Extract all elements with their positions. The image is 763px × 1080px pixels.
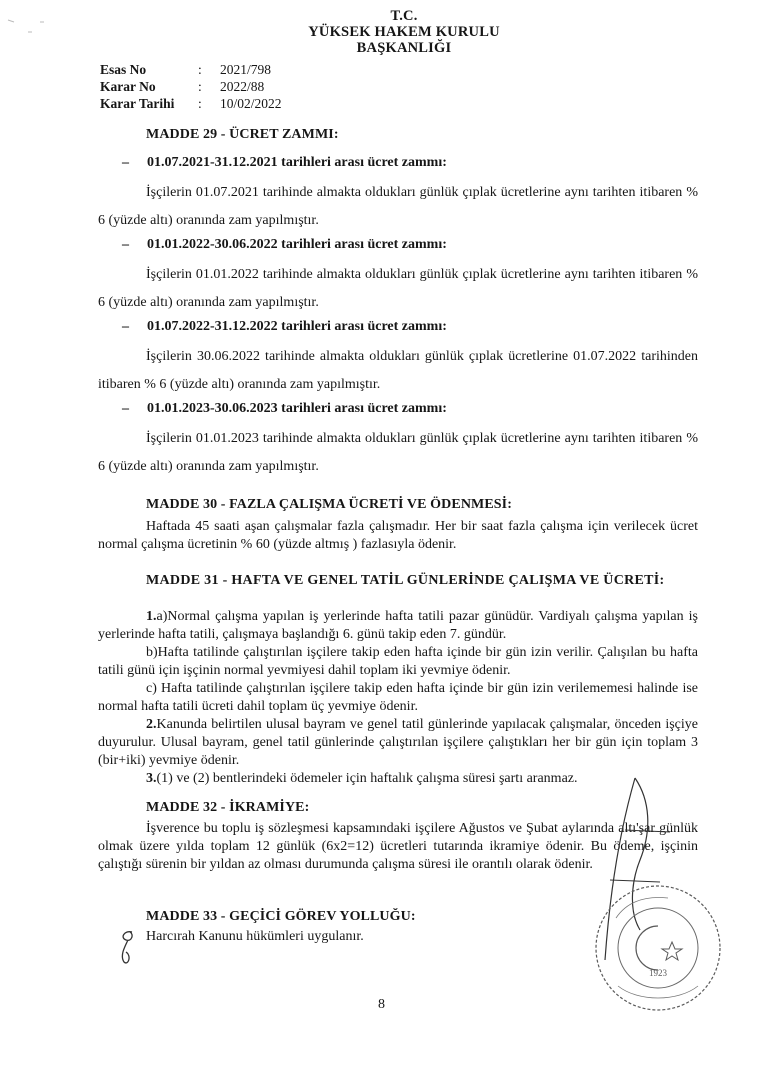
item-heading-text: 01.01.2022-30.06.2022 tarihleri arası ücret zammı: — [147, 237, 447, 252]
madde-29-item-1-text: İşçilerin 01.07.2021 tarihinde almakta oldukları günlük çıplak ücretlerine aynı tarihten itibaren % 6 (yüzde altı) oranında zam yapılmıştır. — [98, 185, 698, 228]
meta-separator: : — [198, 79, 202, 94]
paragraph-text: Kanunda belirtilen ulusal bayram ve genel tatil günlerinde yapılacak çalışmalar, önceden işçiye duyurulur. Ulusal bayram, genel tatil günlerinde çalıştırılan işçilere çalıştıkları her bir gün için toplam 3 (bir+iki) yevmiye ödenir. — [98, 717, 698, 768]
madde-33-title: MADDE 33 - GEÇİCİ GÖREV YOLLUĞU: — [146, 909, 416, 924]
madde-29-item-3-text: İşçilerin 30.06.2022 tarihinde almakta oldukları günlük çıplak ücretlerine 01.07.2022 tarihinden itibaren % 6 (yüzde altı) oranında zam yapılmıştır. — [98, 349, 698, 392]
meta-row-karar-tarihi — [100, 95, 282, 112]
meta-label: Karar No — [100, 79, 156, 94]
madde-31-paragraph-2 — [98, 716, 698, 770]
meta-row-karar — [100, 78, 282, 95]
madde-31-paragraph-1b: b)Hafta tatilinde çalıştırılan işçilere takip eden hafta içinde bir gün izin verilir. Çalışılan bu hafta tatili günü için işçinin normal yevmiyesi dahil toplam iki yevmiye ödenir. — [98, 645, 698, 678]
madde-29-item-1-heading: – 01.07.2021-31.12.2021 tarihleri arası ücret zammı: — [122, 155, 447, 170]
madde-31-paragraph-1c: c) Hafta tatilinde çalıştırılan işçilere takip eden hafta içinde bir gün izin verilememesi halinde ise normal hafta tatili ücreti dahil toplam üç yevmiye ödenir. — [98, 681, 698, 714]
handwritten-initial — [114, 926, 144, 966]
paragraph-number: 1. — [146, 609, 157, 624]
madde-31-title: MADDE 31 - HAFTA VE GENEL TATİL GÜNLERİNDE ÇALIŞMA VE ÜCRETİ: — [146, 573, 665, 588]
item-heading-text: 01.01.2023-30.06.2023 tarihleri arası ücret zammı: — [147, 401, 447, 416]
header-line-tc: T.C. — [390, 8, 418, 24]
header-line-institution: YÜKSEK HAKEM KURULU — [308, 24, 500, 40]
madde-31-body — [98, 608, 698, 788]
madde-31-paragraph-1a — [98, 608, 698, 644]
madde-29-item-4-heading: – 01.01.2023-30.06.2023 tarihleri arası ücret zammı: — [122, 401, 447, 416]
paragraph-text: a)Normal çalışma yapılan iş yerlerinde hafta tatili pazar günüdür. Vardiyalı çalışma yapılan iş yerlerinde hafta tatili, çalışmaya başlandığı 6. günü takip eden 7. gündür. — [98, 609, 698, 642]
madde-32-text: İşverence bu toplu iş sözleşmesi kapsamındaki işçilere Ağustos ve Şubat aylarında altı'şar günlük olmak üzere yılda toplam 12 günlük (6x2=12) ücretleri tutarında ikramiye ödenir. Bu ödeme, işçinin çalıştığı sürenin bir yıldan az olması durumunda çalışma süresi ile orantılı olarak ödenir. — [98, 821, 698, 872]
madde-29-item-4-text: İşçilerin 01.01.2023 tarihinde almakta oldukları günlük çıplak ücretlerine aynı tarihten itibaren % 6 (yüzde altı) oranında zam yapılmıştır. — [98, 431, 698, 474]
paragraph-number: 3. — [146, 771, 157, 786]
madde-29-item-2-text: İşçilerin 01.01.2022 tarihinde almakta oldukları günlük çıplak ücretlerine aynı tarihten itibaren % 6 (yüzde altı) oranında zam yapılmıştır. — [98, 267, 698, 310]
meta-row-esas — [100, 61, 282, 78]
madde-33-text: Harcırah Kanunu hükümleri uygulanır. — [146, 929, 364, 944]
meta-separator: : — [198, 96, 202, 111]
meta-value: 2021/798 — [220, 62, 272, 77]
meta-value: 2022/88 — [220, 79, 265, 94]
case-metadata — [100, 61, 282, 112]
madde-29-item-3-heading: – 01.07.2022-31.12.2022 tarihleri arası ücret zammı: — [122, 319, 447, 334]
meta-separator: : — [198, 62, 202, 77]
madde-30-title: MADDE 30 - FAZLA ÇALIŞMA ÜCRETİ VE ÖDENMESİ: — [146, 497, 512, 512]
madde-30-text: Haftada 45 saati aşan çalışmalar fazla çalışmadır. Her bir saat fazla çalışma için verilecek ücret normal çalışma ücretinin % 60 (yüzde altmış ) fazlasıyla ödenir. — [98, 519, 698, 552]
meta-label: Esas No — [100, 62, 147, 77]
madde-30-body — [98, 518, 698, 554]
document-header — [0, 8, 763, 56]
header-line-presidency: BAŞKANLIĞI — [356, 40, 452, 56]
svg-text:1923: 1923 — [649, 968, 667, 978]
meta-value: 10/02/2022 — [220, 96, 282, 111]
paragraph-number: 2. — [146, 717, 157, 732]
item-heading-text: 01.07.2021-31.12.2021 tarihleri arası ücret zammı: — [147, 155, 447, 170]
madde-29-title: MADDE 29 - ÜCRET ZAMMI: — [146, 127, 339, 142]
madde-29-item-2-heading: – 01.01.2022-30.06.2022 tarihleri arası ücret zammı: — [122, 237, 447, 252]
meta-label: Karar Tarihi — [100, 96, 175, 111]
madde-32-title: MADDE 32 - İKRAMİYE: — [146, 800, 310, 815]
page-number: 8 — [378, 997, 385, 1012]
paragraph-text: (1) ve (2) bentlerindeki ödemeler için haftalık çalışma süresi şartı aranmaz. — [156, 771, 578, 786]
item-heading-text: 01.07.2022-31.12.2022 tarihleri arası ücret zammı: — [147, 319, 447, 334]
